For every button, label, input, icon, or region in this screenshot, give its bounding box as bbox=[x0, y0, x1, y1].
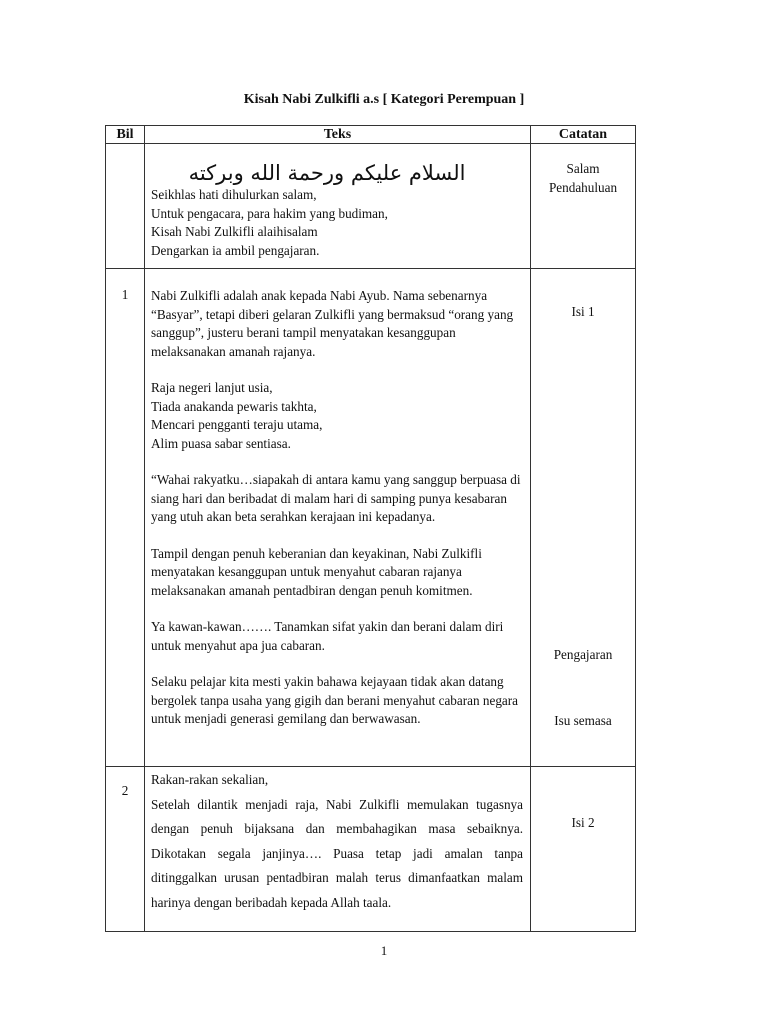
header-catatan: Catatan bbox=[531, 126, 636, 144]
catatan-label: Pengajaran bbox=[553, 647, 613, 662]
table-row bbox=[106, 767, 636, 932]
header-teks: Teks bbox=[145, 126, 531, 144]
content-table bbox=[105, 125, 636, 932]
intro-verse bbox=[151, 186, 523, 260]
header-bil: Bil bbox=[106, 126, 145, 144]
paragraph: Setelah dilantik menjadi raja, Nabi Zulkifli memulakan tugasnya dengan penuh bijaksana dan membahagikan masa sebaiknya. Dikotakan segala janjinya…. Puasa tetap jadi amalan tanpa ditinggalkan urusan pentadbiran malah terus dimanfaatkan malam harinya dengan beribadah kepada Allah taala. bbox=[151, 796, 523, 910]
teks-cell bbox=[145, 144, 531, 269]
verse-block bbox=[151, 379, 523, 453]
teks-cell bbox=[145, 269, 531, 767]
arabic-greeting: السلام عليكم ورحمة الله وبركته bbox=[188, 161, 466, 185]
catatan-cell bbox=[531, 144, 636, 269]
paragraph: Nabi Zulkifli adalah anak kepada Nabi Ayub. Nama sebenarnya “Basyar”, tetapi diberi gelaran Zulkifli yang bermaksud “orang yang sanggup”, justeru berani tampil menyatakan kesanggupan melaksanakan amanah rajanya. bbox=[151, 288, 514, 359]
verse-line: Tiada anakanda pewaris takhta, bbox=[151, 398, 317, 414]
verse-line: Kisah Nabi Zulkifli alaihisalam bbox=[151, 224, 318, 239]
bil-number: 2 bbox=[121, 783, 129, 798]
catatan-cell bbox=[531, 269, 636, 767]
catatan-label: Pendahuluan bbox=[548, 179, 618, 195]
paragraph: Ya kawan-kawan……. Tanamkan sifat yakin dan berani dalam diri untuk menyahut apa jua cabaran. bbox=[151, 619, 504, 653]
verse-line: Seikhlas hati dihulurkan salam, bbox=[151, 187, 317, 202]
bil-cell bbox=[106, 269, 145, 767]
table-header-row bbox=[106, 126, 636, 144]
teks-cell bbox=[145, 767, 531, 932]
paragraph: Selaku pelajar kita mesti yakin bahawa kejayaan tidak akan datang bergolek tanpa usaha yang gigih dan berani menyahut cabaran negara untuk menjadi generasi gemilang dan berwawasan. bbox=[151, 674, 519, 726]
verse-line: Dengarkan ia ambil pengajaran. bbox=[151, 242, 320, 258]
paragraph: Rakan-rakan sekalian, bbox=[151, 772, 269, 787]
bil-cell bbox=[106, 767, 145, 932]
bil-number: 1 bbox=[121, 287, 129, 302]
paragraph: “Wahai rakyatku…siapakah di antara kamu yang sanggup berpuasa di siang hari dan beribadat di malam hari di samping punya kesabaran yang utuh akan beta serahkan kerajaan ini kepadanya. bbox=[151, 472, 521, 524]
document-title: Kisah Nabi Zulkifli a.s [ Kategori Perempuan ] bbox=[243, 92, 525, 107]
bil-cell bbox=[106, 144, 145, 269]
paragraph: Tampil dengan penuh keberanian dan keyakinan, Nabi Zulkifli menyatakan kesanggupan untuk menyahut cabaran rajanya melaksanakan amanah pentadbiran dengan penuh komitmen. bbox=[151, 545, 482, 598]
page-number: 1 bbox=[380, 943, 388, 958]
table-row bbox=[106, 269, 636, 767]
catatan-label: Salam bbox=[566, 161, 600, 176]
table-row bbox=[106, 144, 636, 269]
verse-line: Alim puasa sabar sentiasa. bbox=[151, 435, 291, 451]
verse-line: Mencari pengganti teraju utama, bbox=[151, 417, 323, 432]
catatan-label: Isu semasa bbox=[554, 713, 612, 728]
catatan-label: Isi 1 bbox=[571, 304, 595, 319]
verse-line: Untuk pengacara, para hakim yang budiman, bbox=[151, 205, 388, 221]
catatan-cell bbox=[531, 767, 636, 932]
catatan-label: Isi 2 bbox=[571, 815, 595, 830]
verse-line: Raja negeri lanjut usia, bbox=[151, 380, 273, 395]
